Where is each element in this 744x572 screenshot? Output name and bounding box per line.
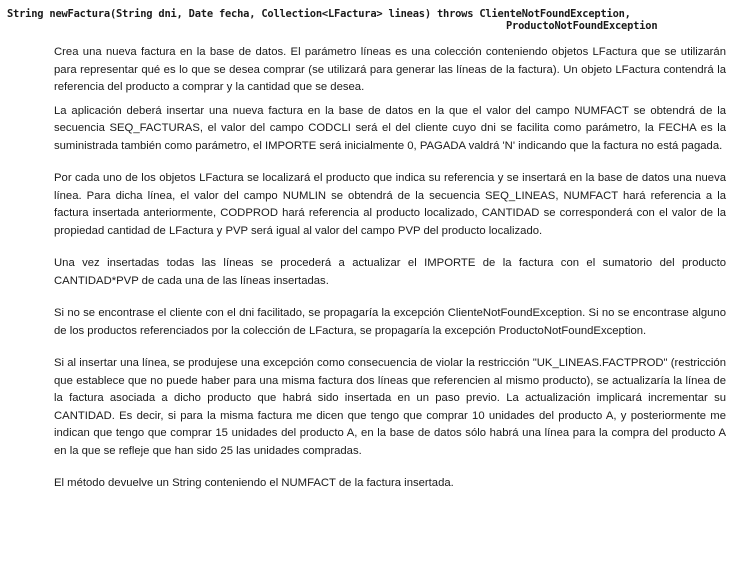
paragraph-exceptions: Si no se encontrase el cliente con el dni facilitado, se propagaría la excepción ClienteNotFoundException. Si no se encontrase alguno de los productos referenciados por la colección de LFactura, se propagaría la excepción ProductoNotFoundException. xyxy=(54,307,726,337)
paragraph-unique-constraint: Si al insertar una línea, se produjese una excepción como consecuencia de violar la restricción "UK_LINEAS.FACTPROD" (restricción que establece que no puede haber para una misma factura dos líneas que referencien al mismo producto), se actualizaría la línea de la factura asociada a dicho producto que habrá sido insertada en un paso previo. La actualización implicará incrementar su CANTIDAD. Es decir, si para la misma factura me dicen que tengo que comprar 10 unidades del producto A, y posteriormente me indican que tengo que comprar 15 unidades del producto A, en la base de datos sólo habrá una línea para la compra del producto A en la que se refleje que han sido 25 las unidades compradas. xyxy=(54,357,726,457)
paragraph-update-importe: Una vez insertadas todas las líneas se procederá a actualizar el IMPORTE de la factura con el sumatorio del producto CANTIDAD*PVP de cada una de las líneas insertadas. xyxy=(54,257,726,287)
method-signature xyxy=(7,8,657,32)
method-signature-line-2: ProductoNotFoundException xyxy=(506,20,658,32)
paragraph-intro: Crea una nueva factura en la base de datos. El parámetro líneas es una colección conteniendo objetos LFactura que se utilizarán para representar qué es lo que se desea comprar (se utilizará para generar las líneas de la factura). Un objeto LFactura contendrá la referencia del producto a comprar y la cantidad que se desea. xyxy=(54,46,726,93)
paragraph-insert-lineas: Por cada uno de los objetos LFactura se localizará el producto que indica su referencia y se insertará en la base de datos una nueva línea. Para dicha línea, el valor del campo NUMLIN se obtendrá de la secuencia SEQ_LINEAS, NUMFACT hará referencia a la factura insertada anteriormente, CODPROD hará referencia al producto localizado, CANTIDAD se corresponderá con el valor de la propiedad cantidad de LFactura y PVP será igual al valor del campo PVP del producto localizado. xyxy=(54,172,726,237)
paragraph-insert-factura: La aplicación deberá insertar una nueva factura en la base de datos en la que el valor del campo NUMFACT se obtendrá de la secuencia SEQ_FACTURAS, el valor del campo CODCLI será el del cliente cuyo dni se facilita como parámetro, la FECHA es la suministrada también como parámetro, el IMPORTE será inicialmente 0, PAGADA valdrá 'N' indicando que la factura no está pagada. xyxy=(54,104,726,152)
method-description xyxy=(54,44,726,493)
method-signature-line-1: String newFactura(String dni, Date fecha, Collection<LFactura> lineas) throws ClienteNotFoundException, xyxy=(7,8,631,20)
paragraph-return-value: El método devuelve un String conteniendo el NUMFACT de la factura insertada. xyxy=(54,477,454,489)
